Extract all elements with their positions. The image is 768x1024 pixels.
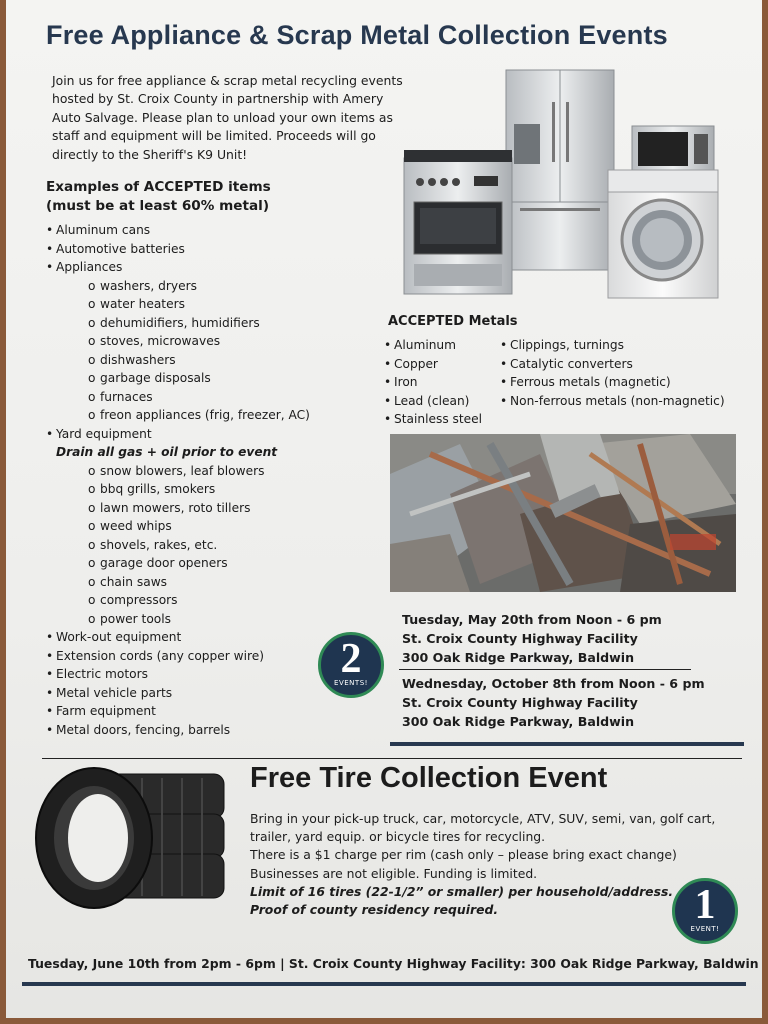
list-item-text: Appliances <box>56 260 123 274</box>
metal-item-text: Ferrous metals (magnetic) <box>510 375 671 389</box>
metal-item <box>500 336 725 355</box>
metal-item-text: Copper <box>394 356 438 371</box>
appliances-illustration <box>400 62 720 302</box>
page-title: Free Appliance & Scrap Metal Collection Events <box>46 20 668 50</box>
tire-event-badge-number: 1 <box>694 882 716 928</box>
sub-list-item <box>46 536 310 555</box>
sub-list-item-text: garage door openers <box>100 556 228 570</box>
tire-limit-note: Limit of 16 tires (22-1/2” or smaller) per household/address. <box>250 883 674 899</box>
metals-column-1 <box>384 336 482 429</box>
sub-list-item <box>46 573 310 592</box>
section-divider <box>42 758 742 759</box>
sub-list-item-text: water heaters <box>100 297 185 311</box>
events-count-number: 2 <box>340 636 362 682</box>
sub-list-item <box>46 388 310 407</box>
sub-list-item <box>46 351 310 370</box>
bullet: • <box>46 685 54 700</box>
metal-item <box>384 355 482 374</box>
sub-list-item <box>46 499 310 518</box>
tires-illustration <box>32 766 230 912</box>
tire-body-line-4: Businesses are not eligible. Funding is limited. <box>250 865 538 881</box>
bullet: • <box>384 356 392 371</box>
bullet: • <box>46 223 54 237</box>
sub-list-item-text: power tools <box>100 611 171 626</box>
bullet: • <box>46 630 54 644</box>
tire-event-badge <box>672 878 738 944</box>
events-count-label: EVENTS! <box>334 679 368 687</box>
bullet: • <box>384 393 392 408</box>
sub-list-item <box>46 277 310 296</box>
scrap-events <box>402 610 705 731</box>
event-1-date: Tuesday, May 20th from Noon - 6 pm <box>402 612 662 627</box>
metal-item <box>500 373 725 392</box>
sub-list-item-text: snow blowers, leaf blowers <box>100 463 265 478</box>
list-item-text: Work-out equipment <box>56 630 182 644</box>
sub-list-item-text: dehumidifiers, humidifiers <box>100 315 260 330</box>
list-item <box>46 721 310 740</box>
metal-item-text: Lead (clean) <box>394 393 470 408</box>
intro-paragraph: Join us for free appliance & scrap metal recycling events hosted by St. Croix County in partnership with Amery Auto Salvage. Please plan to unload your own items as staff and equipment will be limited. Proceeds will go directly to the Sheriff's K9 Unit! <box>52 73 403 162</box>
bullet: • <box>46 722 54 737</box>
sub-list-item <box>46 591 310 610</box>
sub-list-item-text: bbq grills, smokers <box>100 482 216 496</box>
tire-body-line-2: trailer, yard equip. or bicycle tires for recycling. <box>250 829 546 845</box>
list-item-text: Automotive batteries <box>56 241 185 256</box>
sub-bullet: o <box>88 611 96 626</box>
bullet: • <box>500 356 508 371</box>
sub-list-item <box>46 517 310 536</box>
sub-list-item <box>46 462 310 481</box>
sub-bullet: o <box>88 278 96 293</box>
list-item <box>46 665 310 684</box>
sub-list-item <box>46 369 310 388</box>
sub-bullet: o <box>88 389 96 404</box>
sub-bullet: o <box>88 482 96 496</box>
accepted-items-heading-line2: (must be at least 60% metal) <box>46 198 270 214</box>
sub-list-item <box>46 332 310 351</box>
bullet: • <box>500 338 508 352</box>
events-divider <box>399 669 691 670</box>
list-item-text: Extension cords (any copper wire) <box>56 648 265 663</box>
sub-bullet: o <box>88 593 96 607</box>
metal-item-text: Non-ferrous metals (non-magnetic) <box>510 393 725 408</box>
bullet: • <box>384 412 392 426</box>
sub-list-item <box>46 314 310 333</box>
sub-bullet: o <box>88 297 96 311</box>
sub-bullet: o <box>88 500 96 515</box>
sub-bullet: o <box>88 556 96 570</box>
sub-bullet: o <box>88 334 96 348</box>
events-count-badge <box>318 632 384 698</box>
accepted-items-heading <box>46 178 271 216</box>
metals-column-2 <box>500 336 725 410</box>
metal-item-text: Iron <box>394 375 418 389</box>
sub-list-item-text: shovels, rakes, etc. <box>100 537 218 552</box>
event-2-date: Wednesday, October 8th from Noon - 6 pm <box>402 676 705 691</box>
sub-list-item <box>46 480 310 499</box>
tire-event-title: Free Tire Collection Event <box>250 762 608 794</box>
bullet: • <box>500 375 508 389</box>
list-item <box>46 628 310 647</box>
sub-bullet: o <box>88 519 96 533</box>
accepted-items-heading-line1: Examples of ACCEPTED items <box>46 179 271 195</box>
sub-bullet: o <box>88 352 96 367</box>
sub-list-item-text: freon appliances (frig, freezer, AC) <box>100 408 310 422</box>
list-item-text: Yard equipment <box>56 426 152 441</box>
sub-list-item <box>46 406 310 425</box>
tire-residency-note: Proof of county residency required. <box>250 902 499 918</box>
bullet: • <box>46 241 54 256</box>
event-2-address: 300 Oak Ridge Parkway, Baldwin <box>402 714 635 729</box>
bullet: • <box>46 704 54 718</box>
sub-list-item <box>46 610 310 629</box>
list-item <box>46 647 310 666</box>
bullet: • <box>500 393 508 408</box>
list-item <box>46 240 310 259</box>
bullet: • <box>46 648 54 663</box>
bullet: • <box>46 426 54 441</box>
metal-item-text: Catalytic converters <box>510 356 633 371</box>
event-2-venue: St. Croix County Highway Facility <box>402 695 638 710</box>
sub-list-item-text: washers, dryers <box>100 278 197 293</box>
accepted-items-list <box>46 221 310 739</box>
metal-item-text: Clippings, turnings <box>510 338 624 352</box>
sub-bullet: o <box>88 315 96 330</box>
tire-event-footer: Tuesday, June 10th from 2pm - 6pm | St. Croix County Highway Facility: 300 Oak Ridge Parkway, Baldwin <box>28 956 759 971</box>
list-item <box>46 684 310 703</box>
sub-list-item-text: furnaces <box>100 389 153 404</box>
tire-event-badge-label: EVENT! <box>690 925 720 933</box>
sub-list-item <box>46 295 310 314</box>
list-item-text: Metal doors, fencing, barrels <box>56 722 231 737</box>
bullet: • <box>46 260 54 274</box>
sub-list-item-text: weed whips <box>100 519 172 533</box>
metal-item-text: Aluminum <box>394 338 457 352</box>
sub-bullet: o <box>88 371 96 385</box>
list-item-text: Electric motors <box>56 667 148 681</box>
list-item <box>46 258 310 277</box>
list-item-text: Farm equipment <box>56 704 156 718</box>
metal-item <box>384 410 482 429</box>
bullet: • <box>384 375 392 389</box>
tire-body-line-1: Bring in your pick-up truck, car, motorcycle, ATV, SUV, semi, van, golf cart, <box>250 811 716 826</box>
metal-item <box>384 392 482 411</box>
event-1-venue: St. Croix County Highway Facility <box>402 631 638 646</box>
sub-bullet: o <box>88 408 96 422</box>
sub-list-item-text: dishwashers <box>100 352 176 367</box>
metal-item-text: Stainless steel <box>394 412 483 426</box>
metal-item <box>384 336 482 355</box>
sub-list-item-text: compressors <box>100 593 178 607</box>
footer-rule <box>22 982 746 986</box>
list-item <box>46 425 310 444</box>
metal-item <box>500 355 725 374</box>
metal-item <box>500 392 725 411</box>
list-item-text: Aluminum cans <box>56 223 151 237</box>
list-item <box>46 221 310 240</box>
metal-item <box>384 373 482 392</box>
drain-note: Drain all gas + oil prior to event <box>56 445 278 459</box>
events-bottom-rule <box>390 742 744 746</box>
bullet: • <box>46 667 54 681</box>
sub-list-item-text: chain saws <box>100 574 168 589</box>
list-item <box>46 702 310 721</box>
sub-list-item-text: stoves, microwaves <box>100 334 221 348</box>
sub-list-item <box>46 554 310 573</box>
sub-bullet: o <box>88 463 96 478</box>
sub-bullet: o <box>88 574 96 589</box>
bullet: • <box>384 338 392 352</box>
list-item-text: Metal vehicle parts <box>56 685 173 700</box>
sub-list-item-text: garbage disposals <box>100 371 211 385</box>
event-1-address: 300 Oak Ridge Parkway, Baldwin <box>402 650 635 665</box>
scrap-metal-photo <box>390 434 736 592</box>
flyer-page <box>6 0 762 1018</box>
accepted-metals-heading: ACCEPTED Metals <box>388 314 518 329</box>
tire-body-line-3: There is a $1 charge per rim (cash only – please bring exact change) <box>250 847 677 863</box>
sub-list-item-text: lawn mowers, roto tillers <box>100 500 251 515</box>
sub-bullet: o <box>88 537 96 552</box>
